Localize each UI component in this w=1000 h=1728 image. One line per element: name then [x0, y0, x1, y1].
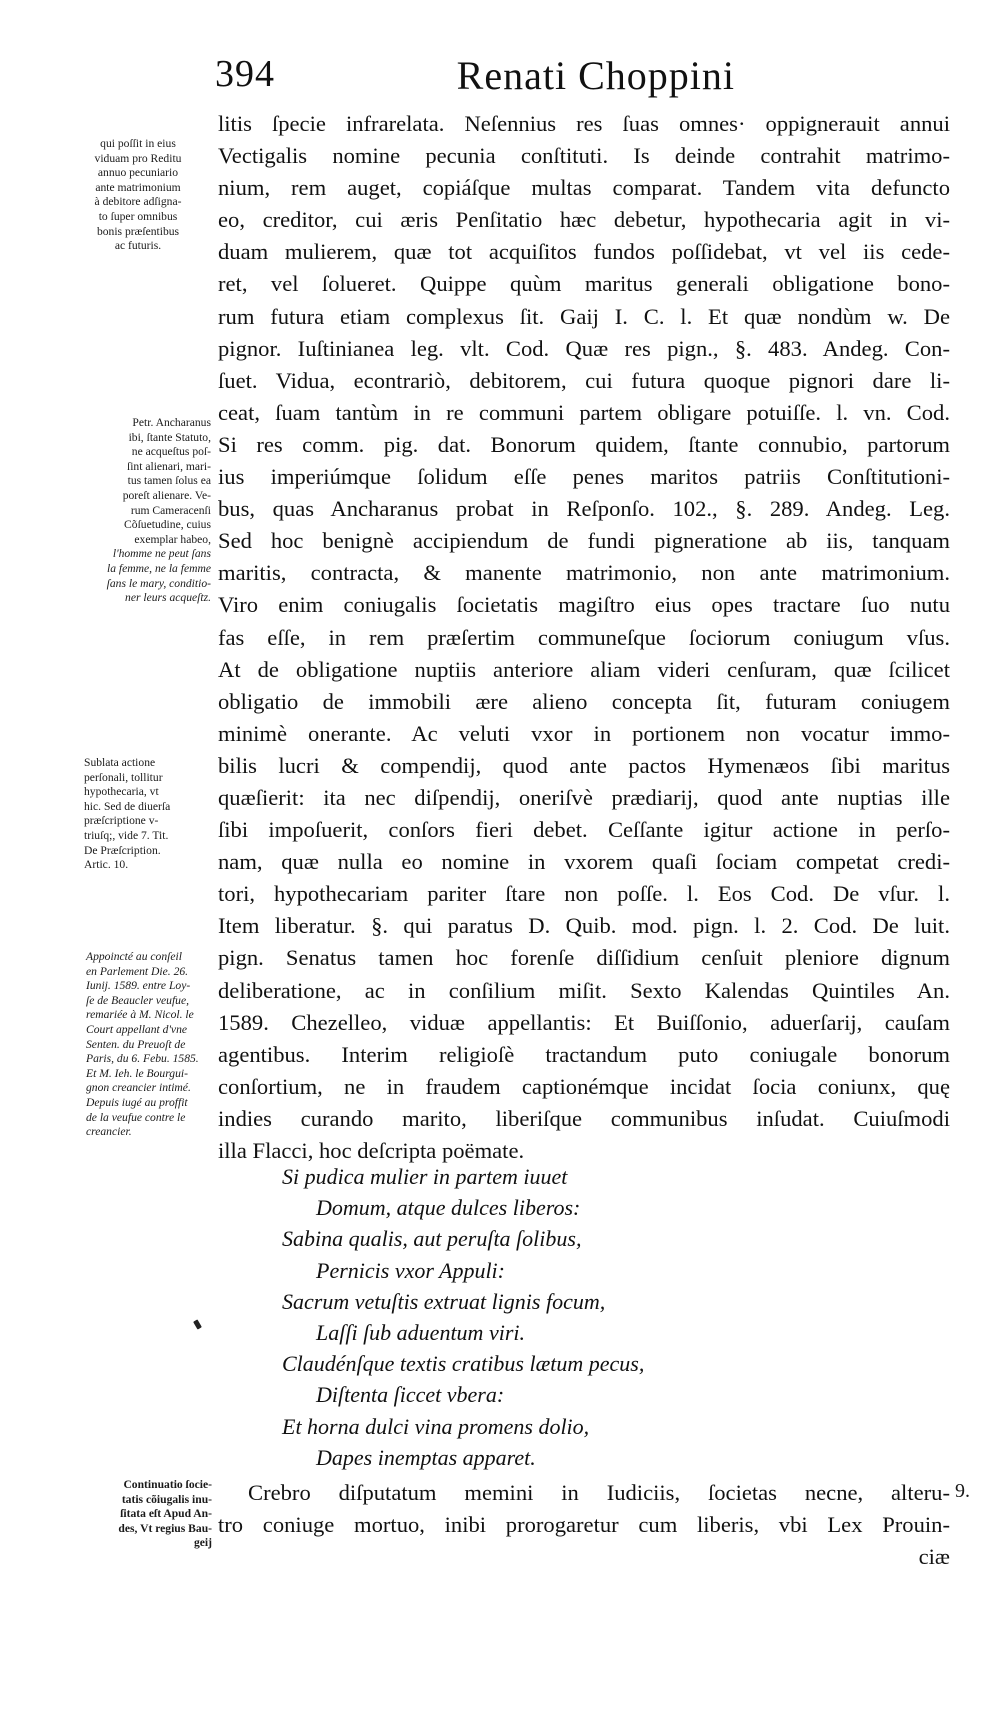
poem-quotation	[282, 1161, 802, 1473]
text-line: agentibus. Interim religioſè tractandum puto coniugale bonorum	[218, 1041, 950, 1067]
margin-note-line: hypothecaria, vt	[84, 785, 159, 799]
margin-note-line: Petr. Ancharanus	[132, 416, 211, 429]
margin-note-reditu	[62, 137, 214, 254]
catchword: ciæ	[918, 1544, 950, 1570]
margin-note-line: annuo pecuniario	[97, 166, 179, 180]
margin-note-line: ac futuris.	[114, 239, 162, 253]
margin-note-line: geij	[193, 1536, 212, 1550]
final-paragraph	[218, 1477, 950, 1573]
poem-line: Claudénſque textis cratibus lætum pecus,	[282, 1351, 645, 1377]
margin-note-line: tatis cõiugalis inu-	[121, 1492, 212, 1506]
text-line: ius imperiúmque ſolidum eſſe penes maritos patriis Conſtitutioni-	[218, 464, 950, 490]
margin-mark: 9.	[955, 1480, 970, 1502]
margin-note-continuatio	[60, 1478, 212, 1551]
margin-note-line: Sublata actione	[84, 756, 156, 769]
text-line: eo, creditor, cui æris Penſitatio hæc debetur, hypothecaria agit in vi-	[218, 207, 950, 233]
text-line: At de obligatione nuptiis anteriore aliam videri cenſuram, quæ ſcilicet	[218, 656, 950, 682]
text-line: nam, quæ nulla eo nomine in vxorem quaſi ſociam competat credi-	[218, 849, 950, 875]
poem-line: Sabina qualis, aut peruſta ſolibus,	[282, 1226, 582, 1252]
text-line: duam mulierem, quæ tot acquiſitos fundos poſſidebat, vt vel iis cede-	[218, 239, 950, 265]
text-line: Viro enim coniugalis ſocietatis magiſtro eius opes tractare ſuo nutu	[218, 592, 950, 618]
text-line: ret, vel ſolueret. Quippe quùm maritus generali obligatione bono-	[218, 271, 950, 297]
text-line: bus, quas Ancharanus probat in Reſponſo. 102., §. 289. Andeg. Leg.	[218, 496, 950, 522]
margin-note-line: creancier.	[86, 1125, 132, 1139]
text-line: conſortium, ne in fraudem captionémque incidat ſocia coniunx, quę	[218, 1073, 950, 1099]
margin-note-ancharanus	[60, 416, 211, 606]
margin-note-line: to ſuper omnibus	[98, 209, 178, 223]
text-line: nium, rem auget, copiáſque multas comparat. Tandem vita defuncto	[218, 175, 950, 201]
margin-note-line: Artic. 10.	[84, 858, 129, 872]
margin-note-line: præſcriptione v-	[84, 814, 159, 828]
text-line: fas eſſe, in rem præſertim communeſque ſociorum coniugum vſus.	[218, 624, 950, 650]
margin-note-line: des, Vt regius Bau-	[118, 1521, 212, 1535]
margin-note-sublata-actione	[84, 756, 209, 873]
margin-note-line: de la veufue contre le	[86, 1110, 186, 1124]
margin-note-line: Et M. Ieh. le Bourgui-	[86, 1066, 188, 1080]
text-line: Sed hoc benignè accipiendum de fundi pigneratione ab iis, tanquam	[218, 528, 950, 554]
text-line: Si res comm. pig. dat. Bonorum quidem, ſtante connubio, partorum	[218, 431, 950, 457]
text-line: pignor. Iuſtinianea leg. vlt. Cod. Quæ res pign., §. 483. Andeg. Con-	[218, 335, 950, 361]
margin-note-appoincte	[86, 950, 214, 1140]
text-line: indies curando marito, liberiſque communibus inſudat. Cuiuſmodi	[218, 1105, 950, 1131]
margin-note-line: ante matrimonium	[95, 180, 181, 194]
poem-line: Pernicis vxor Appuli:	[316, 1257, 505, 1283]
margin-note-line: Cõſuetudine, cuius	[124, 518, 211, 532]
text-line: illa Flacci, hoc deſcripta poëmate.	[218, 1138, 525, 1163]
margin-note-line: Iunij. 1589. entre Loy-	[86, 979, 191, 993]
text-line: ceat, ſuam tantùm in re communi partem obligare potuiſſe. l. vn. Cod.	[218, 399, 950, 425]
text-line: ſibi impoſuerit, conſors fieri debet. Ceſſante igitur actione in perſo-	[218, 817, 950, 843]
margin-note-line: ſitata eſt Apud An-	[120, 1507, 212, 1521]
margin-note-line: poreſt alienare. Ve-	[122, 488, 211, 502]
margin-note-line: hic. Sed de diuerſa	[84, 799, 171, 813]
poem-line: Diſtenta ſiccet vbera:	[316, 1382, 505, 1408]
margin-note-line: remariée à M. Nicol. le	[86, 1008, 194, 1022]
poem-line: Si pudica mulier in partem iuuet	[282, 1164, 568, 1189]
text-line: ſuet. Vidua, econtrariò, debitorem, cui futura quoque pignori dare li-	[218, 367, 950, 393]
text-line: Vectigalis nomine pecunia conſtituti. Is deinde contrahit matrimo-	[218, 143, 950, 169]
margin-note-line: triuſq;, vide 7. Tit.	[84, 828, 169, 842]
margin-note-line: exemplar habeo,	[134, 532, 211, 546]
main-text-block	[218, 108, 950, 1167]
text-line: Crebro diſputatum memini in Iudiciis, ſocietas necne, alteru-	[248, 1480, 950, 1505]
margin-note-line: ner leurs acqueſtz.	[125, 591, 211, 605]
poem-line: Dapes inemptas apparet.	[316, 1444, 536, 1470]
margin-note-line: ibi, ſtante Statuto,	[128, 430, 211, 444]
margin-note-line: en Parlement Die. 26.	[86, 964, 189, 978]
margin-note-line: ſans le mary, conditio-	[106, 576, 211, 590]
margin-note-line: Continuatio ſocie-	[123, 1478, 212, 1491]
margin-note-line: Depuis iugé au proffit	[86, 1095, 188, 1109]
margin-note-line: bonis præſentibus	[96, 224, 180, 238]
margin-note-line: Appoincté au conſeil	[86, 950, 182, 963]
margin-note-line: viduam pro Reditu	[94, 151, 182, 165]
margin-note-line: De Præſcription.	[84, 843, 161, 857]
margin-note-line: ſint alienari, mari-	[126, 459, 211, 473]
text-line: deliberatione, ac in conſilium miſit. Sexto Kalendas Quintiles An.	[218, 977, 950, 1003]
ink-mark	[193, 1319, 202, 1329]
poem-line: Sacrum vetuſtis extruat lignis focum,	[282, 1288, 606, 1314]
margin-note-line: tus tamen ſolus ea	[127, 474, 211, 488]
margin-note-line: ſe de Beaucler veufue,	[86, 993, 190, 1007]
margin-note-line: l'homme ne peut ſans	[112, 547, 211, 561]
margin-note-line: perſonali, tollitur	[84, 770, 163, 784]
margin-note-line: la femme, ne la femme	[107, 561, 211, 575]
text-line: bilis lucri & compendij, quod ante pactos Hymenæos ſibi maritus	[218, 752, 950, 778]
text-line: obligatio de immobili ære alieno concepta ſit, futuram coniugem	[218, 688, 950, 714]
poem-line: Laſſi ſub aduentum viri.	[316, 1320, 525, 1346]
margin-note-line: rum Cameracenſi	[130, 503, 211, 517]
page-header	[215, 52, 735, 100]
text-line: tro coniuge mortuo, inibi prorogaretur cum liberis, vbi Lex Prouin-	[218, 1512, 950, 1538]
running-head: Renati Choppini	[456, 53, 735, 98]
text-line: quæſierit: ita nec diſpendij, oneriſvè prædiarij, quod ante nuptias ille	[218, 784, 950, 810]
margin-note-line: Paris, du 6. Febu. 1585.	[86, 1052, 199, 1066]
margin-note-line: Court appellant d'vne	[86, 1022, 188, 1036]
text-line: Item liberatur. §. qui paratus D. Quib. mod. pign. l. 2. Cod. De luit.	[218, 913, 950, 939]
text-line: litis ſpecie infrarelata. Neſennius res ſuas omnes· oppignerauit annui	[218, 111, 950, 136]
text-line: tori, hypothecariam pariter ſtare non poſſe. l. Eos Cod. De vſur. l.	[218, 881, 950, 907]
text-line: rum futura etiam complexus ſit. Gaij I. C. l. Et quæ nondùm w. De	[218, 303, 950, 329]
margin-note-line: à debitore adſigna-	[94, 195, 182, 209]
text-line: 1589. Chezelleo, viduæ appellantis: Et Buiſſonio, aduerſarij, cauſam	[218, 1009, 950, 1035]
margin-note-line: ne acqueſtus poſ-	[131, 445, 211, 459]
text-line: maritis, contracta, & manente matrimonio, non ante matrimonium.	[218, 560, 950, 586]
poem-line: Et horna dulci vina promens dolio,	[282, 1413, 590, 1439]
margin-note-line: gnon creancier intimé.	[86, 1081, 191, 1095]
poem-line: Domum, atque dulces liberos:	[316, 1195, 581, 1221]
margin-note-line: qui poſſit in eius	[100, 137, 176, 150]
text-line: minimè onerante. Ac veluti vxor in portionem non vocatur immo-	[218, 720, 950, 746]
page-number: 394	[215, 53, 275, 95]
text-line: pign. Senatus tamen hoc forenſe diſſidium cenſuit pleniore dignum	[218, 945, 950, 971]
margin-note-line: Senten. du Preuoſt de	[86, 1037, 186, 1051]
